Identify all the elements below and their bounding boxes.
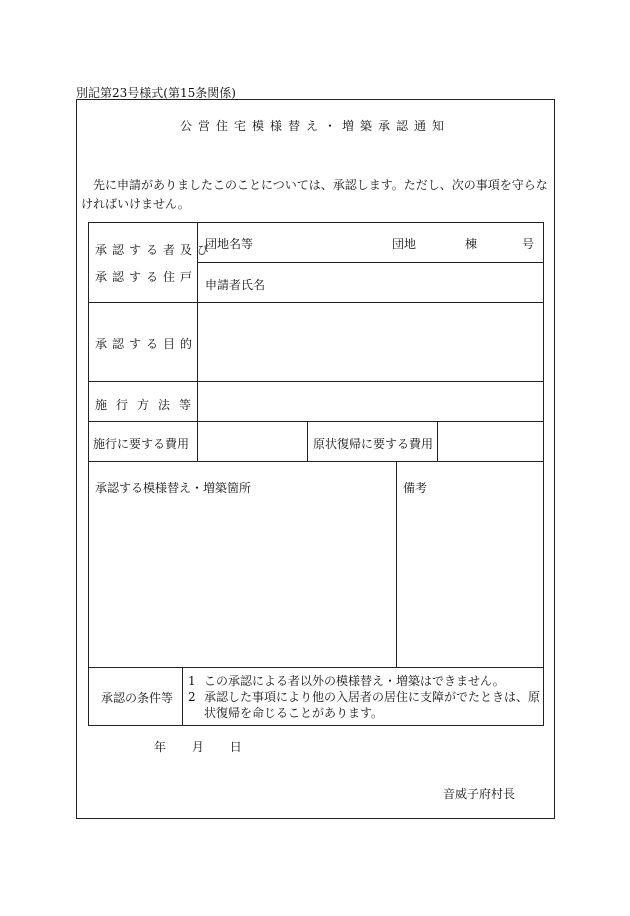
purpose-label: 承認する目的 [95,337,198,351]
location-label: 承認する模様替え・増築箇所 [95,481,252,495]
method-field[interactable] [198,382,544,422]
date-year-label: 年 [154,740,167,754]
cost-field[interactable] [198,422,308,462]
conditions-label: 承認の条件等 [101,691,174,705]
condition-2-text: 承認した事項により他の入居者の居住に支障がでたときは、原状復帰を命じることがあります。 [204,690,541,720]
purpose-field[interactable] [198,303,544,382]
condition-2-number: 2 [188,690,196,704]
restore-cost-label: 原状復帰に要する費用 [313,437,434,451]
document-title: 公営住宅模様替え・増築承認通知 [179,119,450,133]
method-label: 施行方法等 [95,398,201,412]
date-line [154,738,242,755]
approved-person-label-line1: 承認する者及び [95,243,215,257]
approved-person-label-cell [88,222,198,303]
condition-1-number: 1 [188,674,196,688]
restore-cost-field[interactable] [438,422,544,462]
condition-1-text: この承認による者以外の模様替え・増築はできません。 [204,674,505,688]
applicant-name-label: 申請者氏名 [205,278,266,292]
date-day-label: 日 [229,740,242,754]
complex-name-label: 団地名等 [205,237,254,251]
approved-person-label-line2: 承認する住戸 [95,270,198,284]
room-unit-label: 号 [522,237,535,251]
signer-title: 音威子府村長 [443,787,516,801]
date-month-label: 月 [191,740,204,754]
intro-paragraph: 先に申請がありましたこのことについては、承認します。ただし、次の事項を守らなければいけません。 [81,178,548,211]
remarks-label: 備考 [403,481,428,495]
form-number-note: 別記第23号様式(第15条関係) [76,86,236,100]
complex-unit-label: 団地 [392,237,417,251]
cost-label: 施行に要する費用 [93,437,190,451]
building-unit-label: 棟 [465,237,478,251]
